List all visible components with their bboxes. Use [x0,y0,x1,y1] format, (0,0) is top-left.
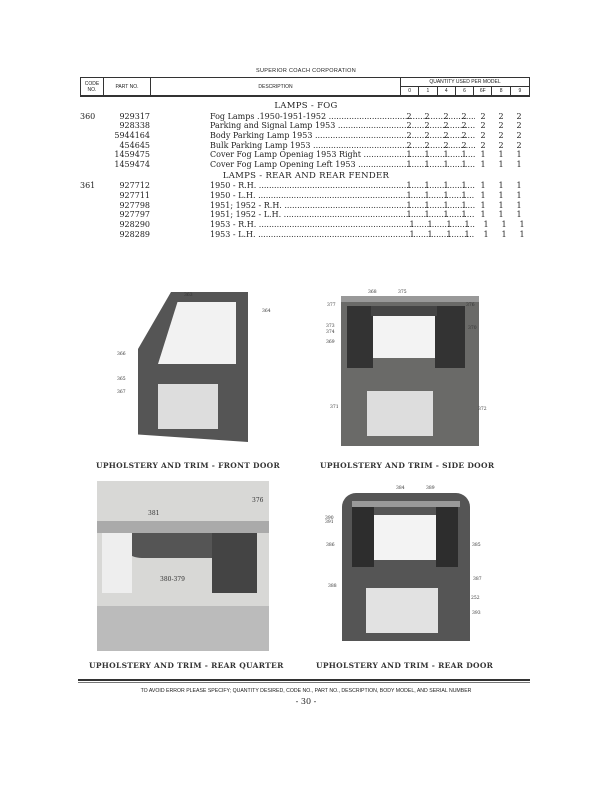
caption-front-door: UPHOLSTERY AND TRIM - FRONT DOOR [96,461,281,470]
model-col: 0 [401,87,419,95]
part-no: 928289 [119,229,150,239]
quantity: 1 [424,150,430,160]
quantity: 1 [409,229,415,239]
quantity: 1 [480,210,486,220]
part-no: 927712 [119,181,150,191]
part-no: 929317 [119,111,150,121]
description: Cover Fog Lamp Openiag 1953 Right ..... [210,150,475,160]
section-heading: LAMPS - FOG [274,101,338,111]
description: Cover Fog Lamp Opening Left 1953 ..... [210,160,475,170]
quantity: 1 [501,229,507,239]
quantity: 1 [516,150,522,160]
quantity: 1 [443,210,449,220]
quantity: 1 [516,160,522,169]
part-no: 927798 [119,200,150,210]
model-col: 6F [474,87,492,95]
front-door-photo [128,292,258,444]
quantity: 1 [443,160,449,169]
callout-number: 390 [325,516,334,521]
callout-number: 372 [478,407,487,412]
quantity: 1 [406,150,412,160]
model-col: 8 [493,87,511,95]
quantity: 2 [406,140,412,150]
callout-number: 384 [396,486,405,491]
quantity: 1 [464,220,470,229]
quantity: 2 [406,121,412,131]
quantity: 1 [480,150,486,160]
quantity: 1 [498,160,504,169]
quantity: 2 [498,130,504,140]
quantity: 2 [461,121,467,131]
callout-number: 380-379 [160,576,185,583]
callout-number: 369 [326,340,335,345]
table-row [80,191,540,201]
table-row [80,160,540,170]
quantity: 1 [461,190,467,200]
quantity: 2 [516,121,522,131]
quantity: 1 [483,220,489,229]
table-row [80,112,540,122]
quantity: 2 [516,130,522,140]
model-col: 1 [419,87,437,95]
description: 1950 - L.H. ..... [210,191,475,201]
callout-number: 381 [148,510,160,517]
quantity: 2 [406,111,412,121]
quantity: 1 [516,181,522,191]
callout-number: 375 [398,290,407,295]
description: 1953 - L.H. ..... [210,230,475,240]
part-no: 928338 [119,121,150,131]
callout-number: 393 [472,611,481,616]
table-row [80,210,540,220]
quantity: 1 [480,181,486,191]
model-col: 9 [518,88,522,94]
quantity: 1 [516,190,522,200]
callout-number: 252 [471,596,480,601]
quantity: 1 [406,190,412,200]
quantity: 2 [424,130,430,140]
quantity: 1 [498,181,504,191]
quantity: 1 [519,229,525,239]
quantity: 1 [498,200,504,210]
quantity: 2 [516,111,522,121]
callout-number: 364 [262,309,271,314]
callout-number: 366 [117,352,126,357]
callout-number: 365 [117,377,126,382]
quantity: 1 [461,210,467,220]
table-row [80,181,540,191]
description: Parking and Signal Lamp 1953 ..... [210,121,475,131]
description: Bulk Parking Lamp 1953 ..... [210,141,475,151]
quantity: 1 [424,190,430,200]
description: 1950 - R.H. ..... [210,181,475,191]
part-no: 927797 [119,210,150,220]
description: Body Parking Lamp 1953 ..... [210,131,475,141]
code-no: 361 [80,181,96,191]
part-no: 454645 [119,140,150,150]
rear-door-photo [342,493,470,641]
callout-number: 373 [326,324,335,329]
quantity: 1 [480,190,486,200]
quantity: 2 [424,140,430,150]
quantity: 2 [480,111,486,121]
model-col: 6 [456,87,474,95]
part-no: 1459475 [114,150,150,160]
quantity: 2 [443,121,449,131]
quantity: 2 [443,140,449,150]
quantity: 1 [480,160,486,169]
callout-number: 371 [330,405,339,410]
quantity: 2 [480,121,486,131]
quantity: 1 [516,200,522,210]
col-desc: DESCRIPTION [151,78,401,95]
quantity: 1 [516,210,522,220]
quantity: 1 [443,150,449,160]
quantity: 1 [446,220,452,229]
quantity: 1 [446,229,452,239]
quantity: 1 [501,220,507,229]
quantity: 1 [519,220,525,229]
quantity: 2 [498,140,504,150]
quantity: 2 [443,111,449,121]
callout-number: 391 [325,520,334,525]
quantity: 2 [424,111,430,121]
callout-number: 368 [368,290,377,295]
quantity: 1 [461,200,467,210]
table-row [80,131,540,141]
quantity: 1 [461,160,467,169]
callout-number: 385 [472,543,481,548]
callout-number: 367 [117,390,126,395]
quantity: 1 [406,210,412,220]
part-no: 927711 [119,190,150,200]
section-heading: LAMPS - REAR AND REAR FENDER [222,170,390,181]
quantity: 1 [424,181,430,191]
quantity: 2 [516,140,522,150]
quantity: 1 [461,181,467,191]
quantity: 1 [406,181,412,191]
callout-number: 363 [184,293,193,298]
caption-rear-quarter: UPHOLSTERY AND TRIM - REAR QUARTER [89,661,284,670]
quantity: 2 [480,140,486,150]
part-no: 1459474 [114,160,150,169]
table-row [80,121,540,131]
quantity: 2 [498,111,504,121]
caption-side-door: UPHOLSTERY AND TRIM - SIDE DOOR [320,461,495,470]
description: 1953 - R.H. ..... [210,220,475,230]
quantity: 2 [480,130,486,140]
quantity: 1 [406,160,412,169]
description: Fog Lamps .1950-1951-1952 ..... [210,112,475,122]
quantity: 1 [443,181,449,191]
callout-number: 374 [326,330,335,335]
callout-number: 376 [466,303,475,308]
part-no: 5944164 [114,130,150,140]
description: 1951; 1952 - R.H. ..... [210,201,475,211]
quantity: 2 [461,130,467,140]
quantity: 1 [406,200,412,210]
quantity: 1 [427,220,433,229]
col-qty: QUANTITY USED PER MODEL [401,78,529,87]
code-no: 360 [80,111,96,121]
callout-number: 387 [473,577,482,582]
quantity: 1 [424,160,430,169]
model-col: 4 [438,87,456,95]
description: 1951; 1952 - L.H. ..... [210,210,475,220]
table-row [80,230,540,240]
quantity: 1 [480,200,486,210]
part-no: 928290 [119,220,150,229]
table-row [80,141,540,151]
quantity: 2 [498,121,504,131]
table-row [80,220,540,230]
quantity: 1 [443,200,449,210]
quantity: 1 [498,210,504,220]
quantity: 1 [498,150,504,160]
table-header [80,77,530,97]
quantity: 1 [483,229,489,239]
quantity: 1 [498,190,504,200]
quantity: 1 [424,200,430,210]
quantity: 1 [409,220,415,229]
callout-number: 370 [468,326,477,331]
quantity: 1 [443,190,449,200]
quantity: 2 [461,111,467,121]
quantity: 1 [427,229,433,239]
col-code: CODE NO. [81,78,104,95]
company-header: SUPERIOR COACH CORPORATION [256,68,356,74]
table-row [80,201,540,211]
footer-note: TO AVOID ERROR PLEASE SPECIFY; QUANTITY DESIRED, CODE NO., PART NO., DESCRIPTION, BODY MODEL, AND SERIAL NUMBER [140,688,472,694]
footer-rule [78,679,530,683]
callout-number: 389 [426,486,435,491]
quantity: 1 [461,150,467,160]
callout-number: 386 [326,543,335,548]
quantity: 2 [461,140,467,150]
page-number: - 30 - [295,697,317,706]
col-part: PART NO. [104,78,151,95]
side-door-photo [341,296,479,446]
caption-rear-door: UPHOLSTERY AND TRIM - REAR DOOR [316,661,494,670]
table-row [80,150,540,160]
quantity: 2 [406,130,412,140]
callout-number: 376 [252,497,264,504]
quantity: 1 [424,210,430,220]
quantity: 1 [464,229,470,239]
quantity: 2 [424,121,430,131]
quantity: 2 [443,130,449,140]
callout-number: 388 [328,584,337,589]
rear-quarter-photo [97,481,269,651]
callout-number: 377 [327,303,336,308]
